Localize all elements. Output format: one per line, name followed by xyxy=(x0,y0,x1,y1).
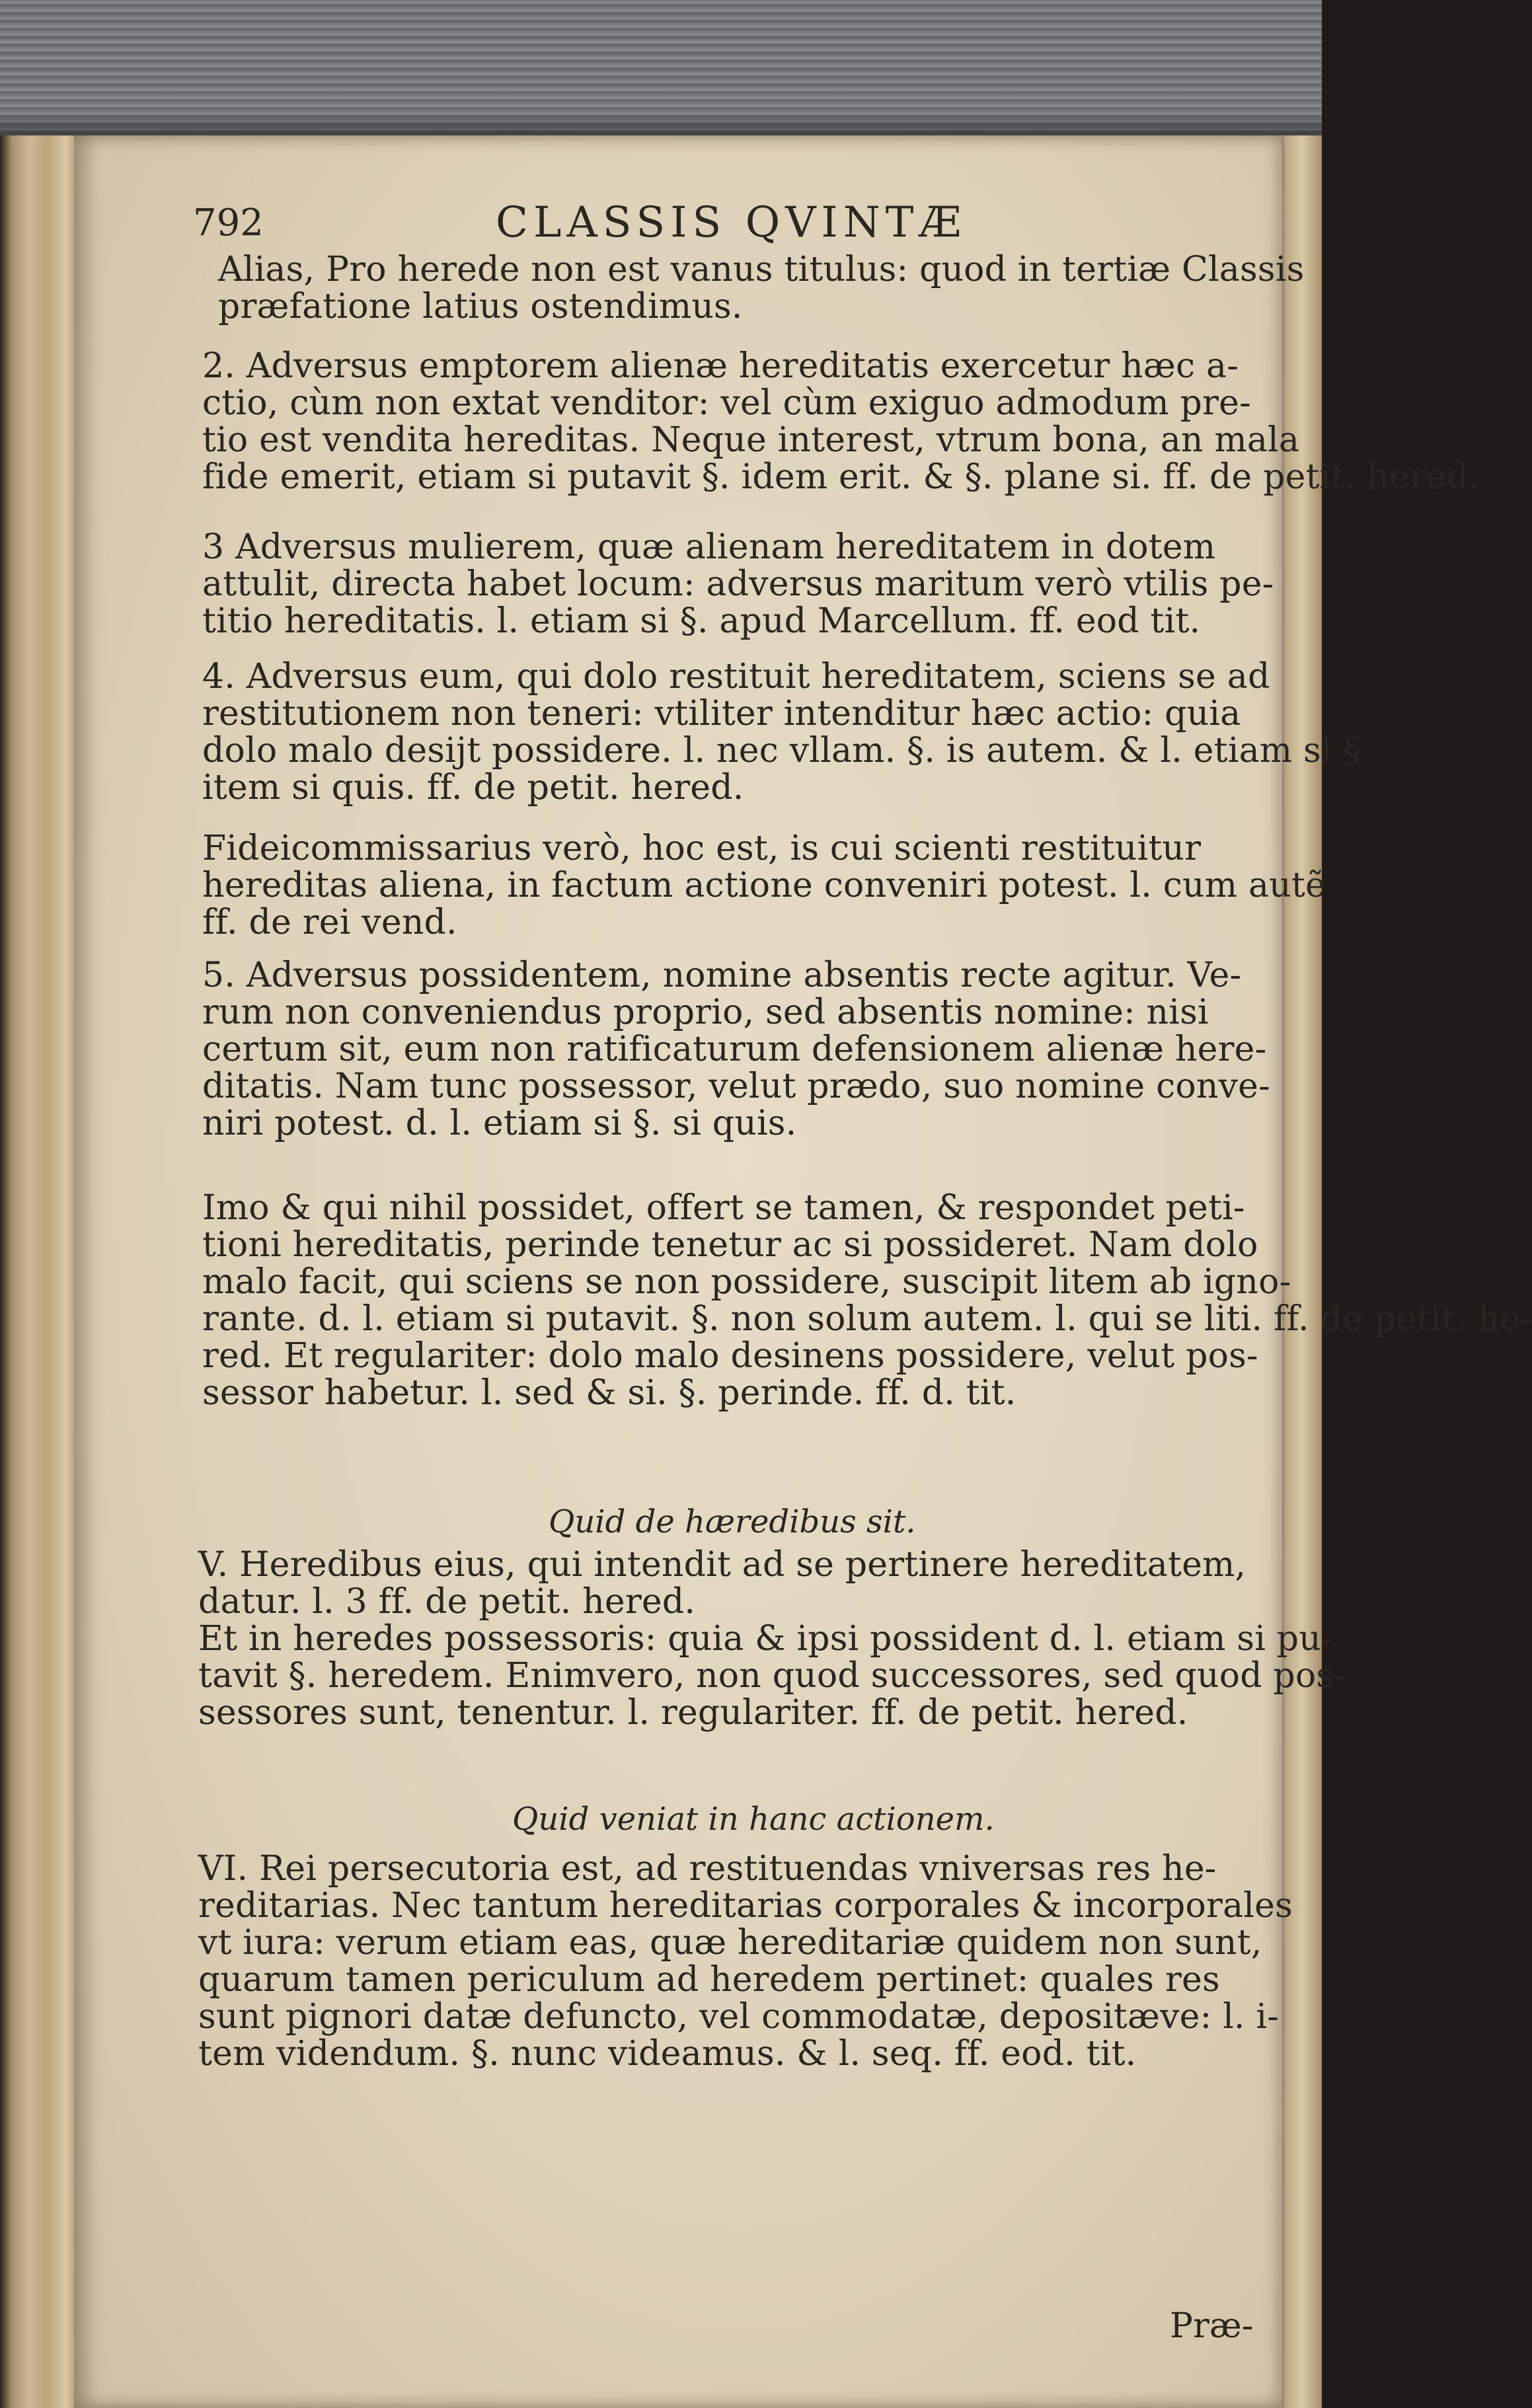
left-page-stack xyxy=(0,135,86,2408)
text-line: tem videndum. §. nunc videamus. & l. seq. ff. eod. tit. xyxy=(198,2034,1137,2074)
paragraph-2 xyxy=(202,348,1480,496)
text-line: dolo malo desijt possidere. l. nec vllam. §. is autem. & l. etiam si §. xyxy=(202,731,1372,771)
text-line: 3 Adversus mulierem, quæ alienam hereditatem in dotem xyxy=(202,527,1216,567)
text-line: datur. l. 3 ff. de petit. hered. xyxy=(198,1582,696,1622)
text-line: Fideicommissarius verò, hoc est, is cui scienti restituitur xyxy=(202,829,1202,868)
text-line: sessores sunt, tenentur. l. regulariter. ff. de petit. hered. xyxy=(198,1693,1188,1733)
catchword: Præ- xyxy=(1170,2306,1254,2346)
text-line: tavit §. heredem. Enimvero, non quod successores, sed quod pos- xyxy=(198,1656,1346,1696)
text-line: ff. de rei vend. xyxy=(202,903,457,942)
text-line: item si quis. ff. de petit. hered. xyxy=(202,768,744,808)
text-line: vt iura: verum etiam eas, quæ hereditariæ quidem non sunt, xyxy=(198,1923,1262,1963)
text-line: Et in heredes possessoris: quia & ipsi possident d. l. etiam si pu- xyxy=(198,1619,1333,1659)
paragraph-7 xyxy=(202,1189,1532,1411)
text-line: niri potest. d. l. etiam si §. si quis. xyxy=(202,1104,797,1143)
text-line: VI. Rei persecutoria est, ad restituendas vniversas res he- xyxy=(198,1849,1217,1889)
section-heading: Quid veniat in hanc actionem. xyxy=(512,1801,995,1838)
paragraph-1 xyxy=(218,251,1305,325)
text-line: sessor habetur. l. sed & si. §. perinde. ff. d. tit. xyxy=(202,1373,1016,1413)
text-line: tioni hereditatis, perinde tenetur ac si possideret. Nam dolo xyxy=(202,1225,1258,1265)
text-line: restitutionem non teneri: vtiliter intenditur hæc actio: quia xyxy=(202,694,1241,734)
paragraph-5 xyxy=(202,830,1326,941)
text-line: rante. d. l. etiam si putavit. §. non solum autem. l. qui se liti. ff. de petit. he- xyxy=(202,1299,1532,1339)
text-line: attulit, directa habet locum: adversus maritum verò vtilis pe- xyxy=(202,564,1274,604)
text-line: ditatis. Nam tunc possessor, velut prædo, suo nomine conve- xyxy=(202,1067,1270,1106)
text-line: 4. Adversus eum, qui dolo restituit hereditatem, sciens se ad xyxy=(202,657,1270,696)
paragraph-4 xyxy=(202,658,1371,806)
text-line: sunt pignori datæ defuncto, vel commodatæ, depositæve: l. i- xyxy=(198,1997,1279,2037)
text-line: V. Heredibus eius, qui intendit ad se pertinere hereditatem, xyxy=(198,1545,1246,1585)
text-line: 2. Adversus emptorem alienæ hereditatis exercetur hæc a- xyxy=(202,346,1239,386)
paragraph-3 xyxy=(202,529,1274,640)
section-heading: Quid de hæredibus sit. xyxy=(549,1503,916,1540)
text-line: fide emerit, etiam si putavit §. idem erit. & §. plane si. ff. de petit. hered. xyxy=(202,457,1480,497)
text-line: quarum tamen periculum ad heredem pertinet: quales res xyxy=(198,1960,1220,2000)
section-5 xyxy=(198,1546,1346,1731)
page-number: 792 xyxy=(193,202,264,245)
running-head: CLASSIS QVINTÆ xyxy=(496,198,967,247)
section-6 xyxy=(198,1850,1293,2072)
text-line: red. Et regulariter: dolo malo desinens possidere, velut pos- xyxy=(202,1336,1258,1376)
paragraph-6 xyxy=(202,957,1270,1142)
text-line: Imo & qui nihil possidet, offert se tamen, & respondet peti- xyxy=(202,1188,1245,1228)
text-line: rum non conveniendus proprio, sed absentis nomine: nisi xyxy=(202,993,1209,1032)
text-line: ctio, cùm non extat venditor: vel cùm exiguo admodum pre- xyxy=(202,383,1251,423)
text-line: malo facit, qui sciens se non possidere, suscipit litem ab igno- xyxy=(202,1262,1291,1302)
text-line: reditarias. Nec tantum hereditarias corporales & incorporales xyxy=(198,1886,1293,1926)
text-line: titio hereditatis. l. etiam si §. apud Marcellum. ff. eod tit. xyxy=(202,601,1201,641)
text-line: præfatione latius ostendimus. xyxy=(218,287,743,326)
text-line: Alias, Pro herede non est vanus titulus: quod in tertiæ Classis xyxy=(218,250,1305,289)
text-line: certum sit, eum non ratificaturum defensionem alienæ here- xyxy=(202,1030,1267,1069)
text-line: tio est vendita hereditas. Neque interest, vtrum bona, an mala xyxy=(202,420,1300,460)
text-line: 5. Adversus possidentem, nomine absentis recte agitur. Ve- xyxy=(202,956,1242,995)
text-line: hereditas aliena, in factum actione conveniri potest. l. cum autẽ xyxy=(202,866,1326,905)
